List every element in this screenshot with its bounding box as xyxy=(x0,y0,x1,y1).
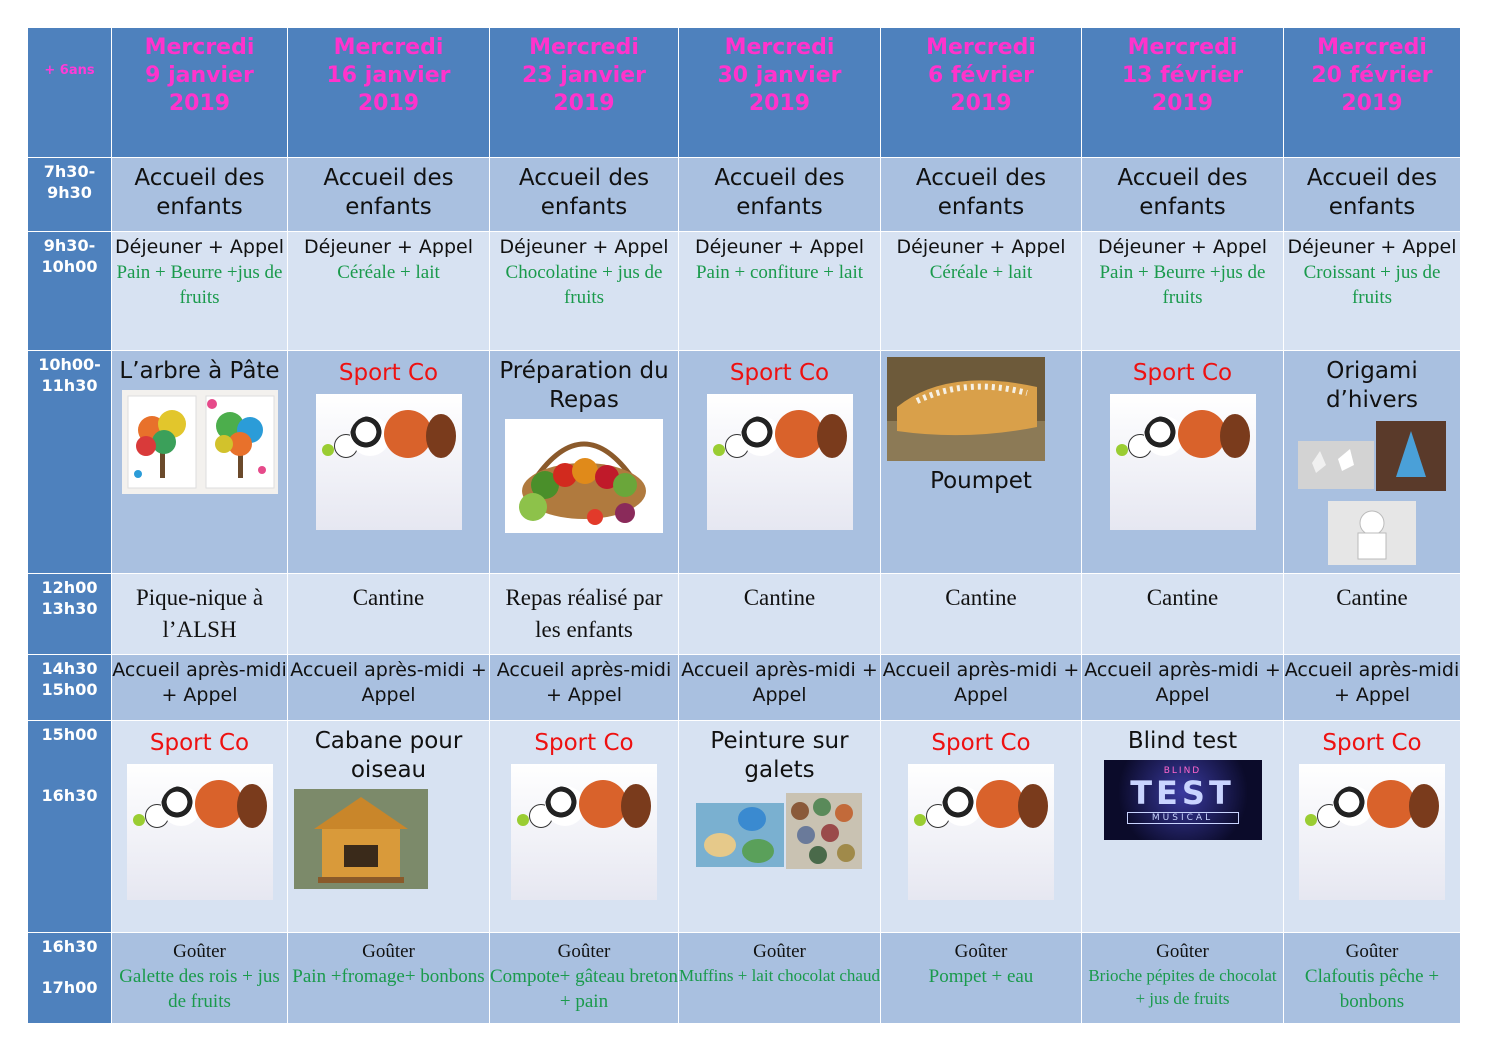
lunch-cell: Cantine xyxy=(288,574,490,655)
sports-balls-picture xyxy=(316,394,462,530)
lunch-cell: Cantine xyxy=(679,574,881,655)
welcome-cell: Accueil des enfants xyxy=(288,158,490,232)
welcome-cell: Accueil des enfants xyxy=(490,158,679,232)
sports-balls-picture xyxy=(707,394,853,530)
snack-cell: Goûter Pompet + eau xyxy=(881,933,1082,1024)
time-slot: 16h30 17h00 xyxy=(28,933,112,1024)
blind-test-logo: BLIND TEST MUSICAL xyxy=(1104,760,1262,840)
birdhouse-picture xyxy=(294,789,428,889)
afternoon-cell: Sport Co xyxy=(490,721,679,933)
pasta-tree-picture xyxy=(122,390,278,494)
welcome-row xyxy=(28,158,1461,232)
breakfast-cell: Déjeuner + Appel Céréale + lait xyxy=(288,232,490,351)
breakfast-cell: Déjeuner + Appel Pain + Beurre +jus de fruits xyxy=(112,232,288,351)
sports-balls-picture xyxy=(511,764,657,900)
snack-cell: Goûter Pain +fromage+ bonbons xyxy=(288,933,490,1024)
lunch-cell: Repas réalisé par les enfants xyxy=(490,574,679,655)
afternoon-welcome-cell: Accueil après-midi + Appel xyxy=(288,655,490,721)
day-header: Mercredi 6 février 2019 xyxy=(881,28,1082,158)
morning-row xyxy=(28,351,1461,574)
welcome-cell: Accueil des enfants xyxy=(1082,158,1284,232)
welcome-cell: Accueil des enfants xyxy=(881,158,1082,232)
afternoon-cell: Sport Co xyxy=(881,721,1082,933)
afternoon-welcome-cell: Accueil après-midi + Appel xyxy=(679,655,881,721)
afternoon-cell: Cabane pour oiseau xyxy=(288,721,490,933)
vegetable-basket-picture xyxy=(505,419,663,533)
day-header: Mercredi 9 janvier 2019 xyxy=(112,28,288,158)
time-slot: 7h30-9h30 xyxy=(28,158,112,232)
breakfast-cell: Déjeuner + Appel Chocolatine + jus de fruits xyxy=(490,232,679,351)
time-slot: 15h00 16h30 xyxy=(28,721,112,933)
welcome-cell: Accueil des enfants xyxy=(1284,158,1461,232)
painted-pebbles-picture xyxy=(696,789,864,869)
morning-cell: Sport Co xyxy=(288,351,490,574)
sports-balls-picture xyxy=(127,764,273,900)
breakfast-row xyxy=(28,232,1461,351)
morning-cell: Sport Co xyxy=(1082,351,1284,574)
afternoon-welcome-cell: Accueil après-midi + Appel xyxy=(881,655,1082,721)
snack-row xyxy=(28,933,1461,1024)
morning-cell: L’arbre à Pâte xyxy=(112,351,288,574)
snack-cell: Goûter Compote+ gâteau breton + pain xyxy=(490,933,679,1024)
snack-cell: Goûter Galette des rois + jus de fruits xyxy=(112,933,288,1024)
snack-cell: Goûter Muffins + lait chocolat chaud xyxy=(679,933,881,1024)
morning-cell: Sport Co xyxy=(679,351,881,574)
snack-cell: Goûter Brioche pépites de chocolat + jus de fruits xyxy=(1082,933,1284,1024)
day-header: Mercredi 23 janvier 2019 xyxy=(490,28,679,158)
day-header: Mercredi 20 février 2019 xyxy=(1284,28,1461,158)
sports-balls-picture xyxy=(1299,764,1445,900)
lunch-cell: Cantine xyxy=(1082,574,1284,655)
afternoon-row xyxy=(28,721,1461,933)
sports-balls-picture xyxy=(908,764,1054,900)
afternoon-welcome-cell: Accueil après-midi + Appel xyxy=(1082,655,1284,721)
afternoon-cell: Blind test BLIND TEST MUSICAL xyxy=(1082,721,1284,933)
header-row xyxy=(28,28,1461,158)
welcome-cell: Accueil des enfants xyxy=(679,158,881,232)
time-slot: 12h00 13h30 xyxy=(28,574,112,655)
afternoon-cell: Peinture sur galets xyxy=(679,721,881,933)
day-header: Mercredi 30 janvier 2019 xyxy=(679,28,881,158)
poumpet-pastry-picture xyxy=(887,357,1045,461)
afternoon-cell: Sport Co xyxy=(1284,721,1461,933)
lunch-cell: Cantine xyxy=(1284,574,1461,655)
breakfast-cell: Déjeuner + Appel Croissant + jus de fruits xyxy=(1284,232,1461,351)
afternoon-welcome-cell: Accueil après-midi + Appel xyxy=(490,655,679,721)
morning-cell: Origami d’hivers xyxy=(1284,351,1461,574)
morning-cell: Préparation du Repas xyxy=(490,351,679,574)
origami-picture xyxy=(1296,419,1448,565)
afternoon-welcome-row xyxy=(28,655,1461,721)
breakfast-cell: Déjeuner + Appel Pain + confiture + lait xyxy=(679,232,881,351)
welcome-cell: Accueil des enfants xyxy=(112,158,288,232)
afternoon-cell: Sport Co xyxy=(112,721,288,933)
day-header: Mercredi 16 janvier 2019 xyxy=(288,28,490,158)
lunch-row xyxy=(28,574,1461,655)
schedule-table xyxy=(27,27,1461,1024)
sports-balls-picture xyxy=(1110,394,1256,530)
lunch-cell: Pique-nique à l’ALSH xyxy=(112,574,288,655)
breakfast-cell: Déjeuner + Appel Céréale + lait xyxy=(881,232,1082,351)
age-group-label: + 6ans xyxy=(28,28,112,158)
time-slot: 14h30 15h00 xyxy=(28,655,112,721)
afternoon-welcome-cell: Accueil après-midi + Appel xyxy=(112,655,288,721)
time-slot: 9h30-10h00 xyxy=(28,232,112,351)
morning-cell: Poumpet xyxy=(881,351,1082,574)
afternoon-welcome-cell: Accueil après-midi + Appel xyxy=(1284,655,1461,721)
breakfast-cell: Déjeuner + Appel Pain + Beurre +jus de fruits xyxy=(1082,232,1284,351)
lunch-cell: Cantine xyxy=(881,574,1082,655)
snack-cell: Goûter Clafoutis pêche + bonbons xyxy=(1284,933,1461,1024)
time-slot: 10h00-11h30 xyxy=(28,351,112,574)
day-header: Mercredi 13 février 2019 xyxy=(1082,28,1284,158)
